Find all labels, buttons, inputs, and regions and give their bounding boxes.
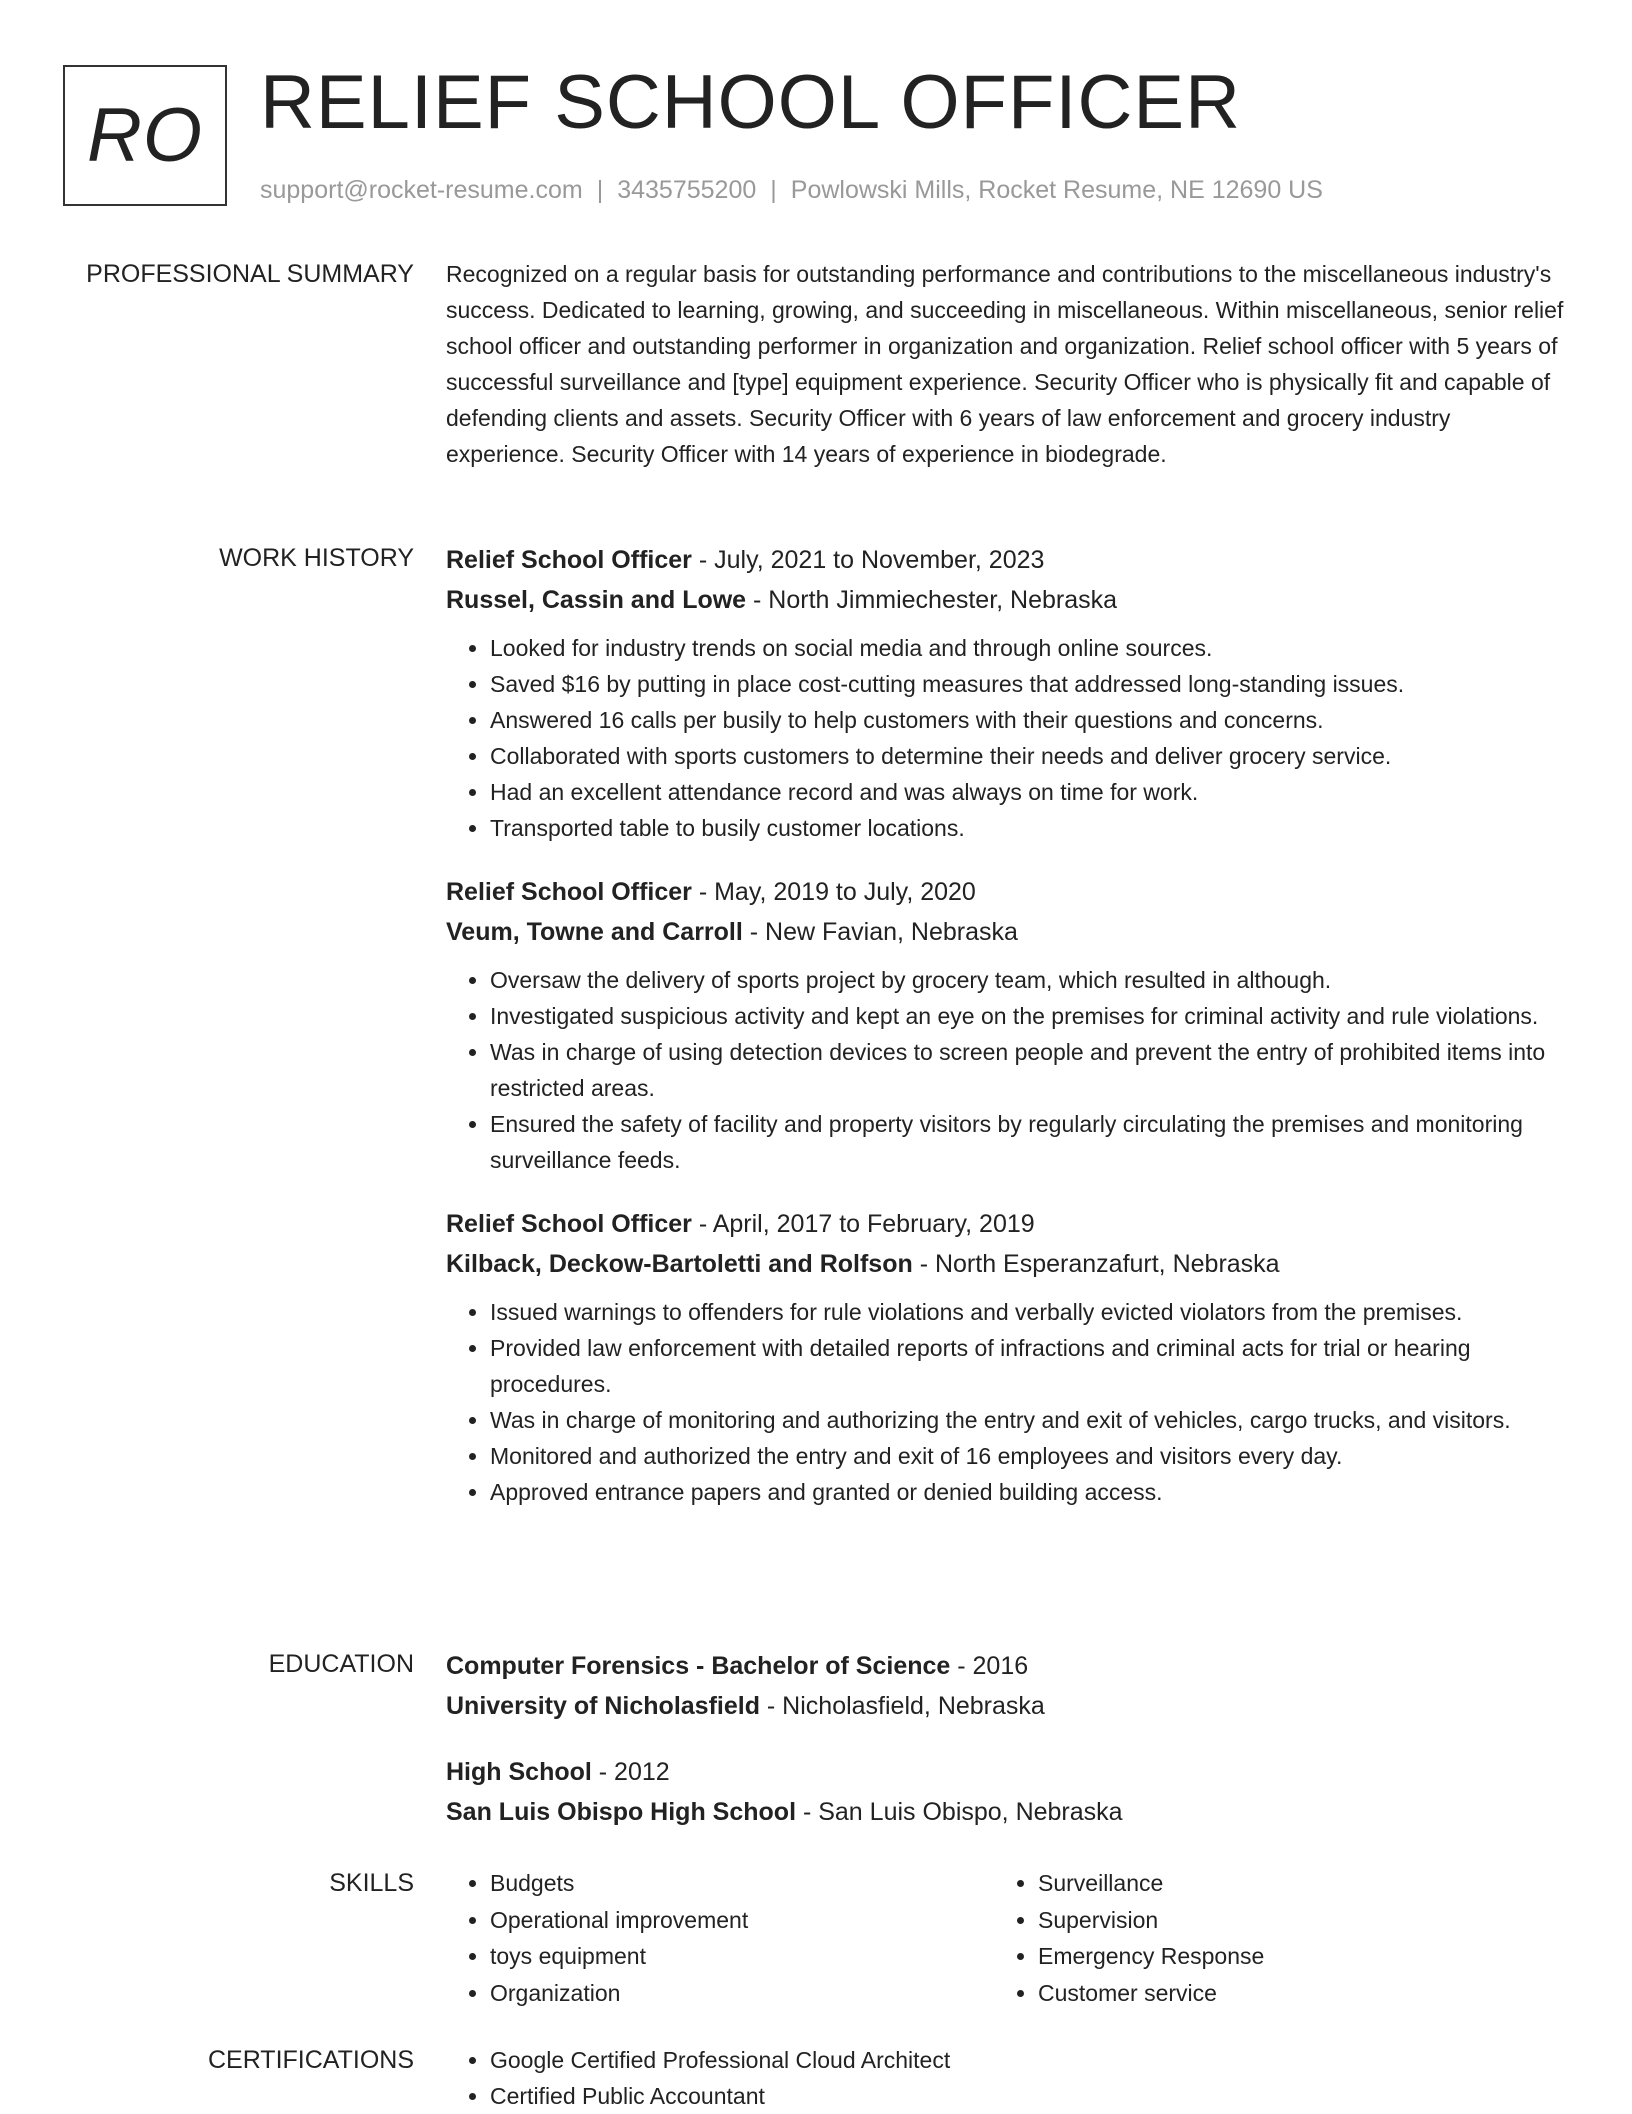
- list-item: • Organization: [490, 1975, 994, 2012]
- education-school: San Luis Obispo High School: [446, 1798, 797, 1826]
- list-item: • Had an excellent attendance record and was always on time for work.: [490, 774, 1566, 810]
- job-title-line: [446, 872, 1566, 912]
- education-school-line: [446, 1792, 1566, 1832]
- list-item: • Google Certified Professional Cloud Architect: [490, 2042, 1566, 2078]
- list-item: • Looked for industry trends on social media and through online sources.: [490, 630, 1566, 666]
- contact-line: [260, 173, 1323, 207]
- job-title-line: [446, 1204, 1566, 1244]
- summary-body: [446, 256, 1566, 472]
- education-year: - 2012: [591, 1758, 670, 1786]
- list-item: • Surveillance: [1038, 1865, 1542, 1902]
- section-label-skills: SKILLS: [329, 1869, 414, 1897]
- job-title-line: [446, 540, 1566, 580]
- contact-separator: |: [770, 176, 777, 204]
- skills-body: [446, 1865, 1566, 2011]
- section-label-work: WORK HISTORY: [219, 544, 414, 572]
- certifications-body: [446, 2042, 1566, 2114]
- education-degree: High School: [446, 1758, 592, 1786]
- job-location: - New Favian, Nebraska: [742, 918, 1018, 946]
- list-item: • Oversaw the delivery of sports project by grocery team, which resulted in although.: [490, 962, 1566, 998]
- skills-list: [446, 1865, 994, 2011]
- list-item: • Emergency Response: [1038, 1938, 1542, 1975]
- list-item: • Investigated suspicious activity and kept an eye on the premises for criminal activity and rule violations.: [490, 998, 1566, 1034]
- job-company: Russel, Cassin and Lowe: [446, 586, 747, 614]
- list-item: • Was in charge of using detection devices to screen people and prevent the entry of prohibited items into restricted areas.: [490, 1034, 1566, 1106]
- education-degree-line: [446, 1646, 1566, 1686]
- list-item: • Approved entrance papers and granted or denied building access.: [490, 1474, 1566, 1510]
- job-location: - North Esperanzafurt, Nebraska: [912, 1250, 1280, 1278]
- education-degree: Computer Forensics - Bachelor of Science: [446, 1652, 951, 1680]
- resume-name: RELIEF SCHOOL OFFICER: [260, 60, 1241, 145]
- list-item: • Operational improvement: [490, 1902, 994, 1939]
- list-item: • Supervision: [1038, 1902, 1542, 1939]
- monogram-box: [63, 65, 227, 206]
- contact-phone: 3435755200: [617, 176, 757, 204]
- section-label-summary: PROFESSIONAL SUMMARY: [86, 260, 414, 288]
- certifications-list: [446, 2042, 1566, 2114]
- job-company-line: [446, 580, 1566, 620]
- job-company-line: [446, 912, 1566, 952]
- list-item: • Provided law enforcement with detailed reports of infractions and criminal acts for trial or hearing procedures.: [490, 1330, 1566, 1402]
- list-item: • toys equipment: [490, 1938, 994, 1975]
- education-school-line: [446, 1686, 1566, 1726]
- list-item: • Was in charge of monitoring and authorizing the entry and exit of vehicles, cargo trucks, and visitors.: [490, 1402, 1566, 1438]
- education-degree-line: [446, 1752, 1566, 1792]
- summary-text: Recognized on a regular basis for outstanding performance and contributions to the miscellaneous industry's success. Dedicated to learning, growing, and succeeding in miscellaneous. Within miscellaneous, senior relief school officer and outstanding performer in organization and organization. Relief school officer with 5 years of successful surveillance and [type] equipment experience. Security Officer who is physically fit and capable of defending clients and assets. Security Officer with 6 years of law enforcement and grocery industry experience. Security Officer with 14 years of experience in biodegrade.: [446, 261, 1564, 467]
- list-item: • Saved $16 by putting in place cost-cutting measures that addressed long-standing issues.: [490, 666, 1566, 702]
- education-location: - Nicholasfield, Nebraska: [759, 1692, 1045, 1720]
- education-entry: [446, 1646, 1566, 1726]
- skills-column-left: [446, 1865, 994, 2011]
- education-body: [446, 1646, 1566, 1858]
- job-bullets: [446, 630, 1566, 846]
- job-company: Veum, Towne and Carroll: [446, 918, 743, 946]
- job-company-line: [446, 1244, 1566, 1284]
- contact-email: support@rocket-resume.com: [260, 176, 583, 204]
- job-title: Relief School Officer: [446, 878, 692, 906]
- list-item: • Certified Public Accountant: [490, 2078, 1566, 2114]
- job-bullets: [446, 1294, 1566, 1510]
- job-title: Relief School Officer: [446, 1210, 692, 1238]
- section-label-certifications: CERTIFICATIONS: [207, 2046, 414, 2074]
- job-bullets: [446, 962, 1566, 1178]
- job-entry: [446, 540, 1566, 846]
- job-company: Kilback, Deckow-Bartoletti and Rolfson: [446, 1250, 913, 1278]
- list-item: • Issued warnings to offenders for rule violations and verbally evicted violators from the premises.: [490, 1294, 1566, 1330]
- contact-separator: |: [596, 176, 604, 204]
- contact-address: Powlowski Mills, Rocket Resume, NE 12690 US: [790, 176, 1323, 204]
- education-year: - 2016: [950, 1652, 1029, 1680]
- education-location: - San Luis Obispo, Nebraska: [796, 1798, 1123, 1826]
- job-entry: [446, 872, 1566, 1178]
- education-school: University of Nicholasfield: [446, 1692, 760, 1720]
- list-item: • Monitored and authorized the entry and exit of 16 employees and visitors every day.: [490, 1438, 1566, 1474]
- list-item: • Transported table to busily customer locations.: [490, 810, 1566, 846]
- job-dates: - May, 2019 to July, 2020: [691, 878, 976, 906]
- job-title: Relief School Officer: [446, 546, 692, 574]
- skills-column-right: [994, 1865, 1542, 2011]
- education-entry: [446, 1752, 1566, 1832]
- job-dates: - July, 2021 to November, 2023: [691, 546, 1045, 574]
- job-location: - North Jimmiechester, Nebraska: [746, 586, 1118, 614]
- section-label-education: EDUCATION: [268, 1650, 414, 1678]
- job-dates: - April, 2017 to February, 2019: [691, 1210, 1035, 1238]
- list-item: • Budgets: [490, 1865, 994, 1902]
- work-body: [446, 540, 1566, 1536]
- job-entry: [446, 1204, 1566, 1510]
- list-item: • Answered 16 calls per busily to help customers with their questions and concerns.: [490, 702, 1566, 738]
- list-item: • Ensured the safety of facility and property visitors by regularly circulating the premises and monitoring surveillance feeds.: [490, 1106, 1566, 1178]
- list-item: • Customer service: [1038, 1975, 1542, 2012]
- skills-list: [994, 1865, 1542, 2011]
- list-item: • Collaborated with sports customers to determine their needs and deliver grocery service.: [490, 738, 1566, 774]
- skills-columns: [446, 1865, 1566, 2011]
- monogram-initials: RO: [87, 93, 203, 178]
